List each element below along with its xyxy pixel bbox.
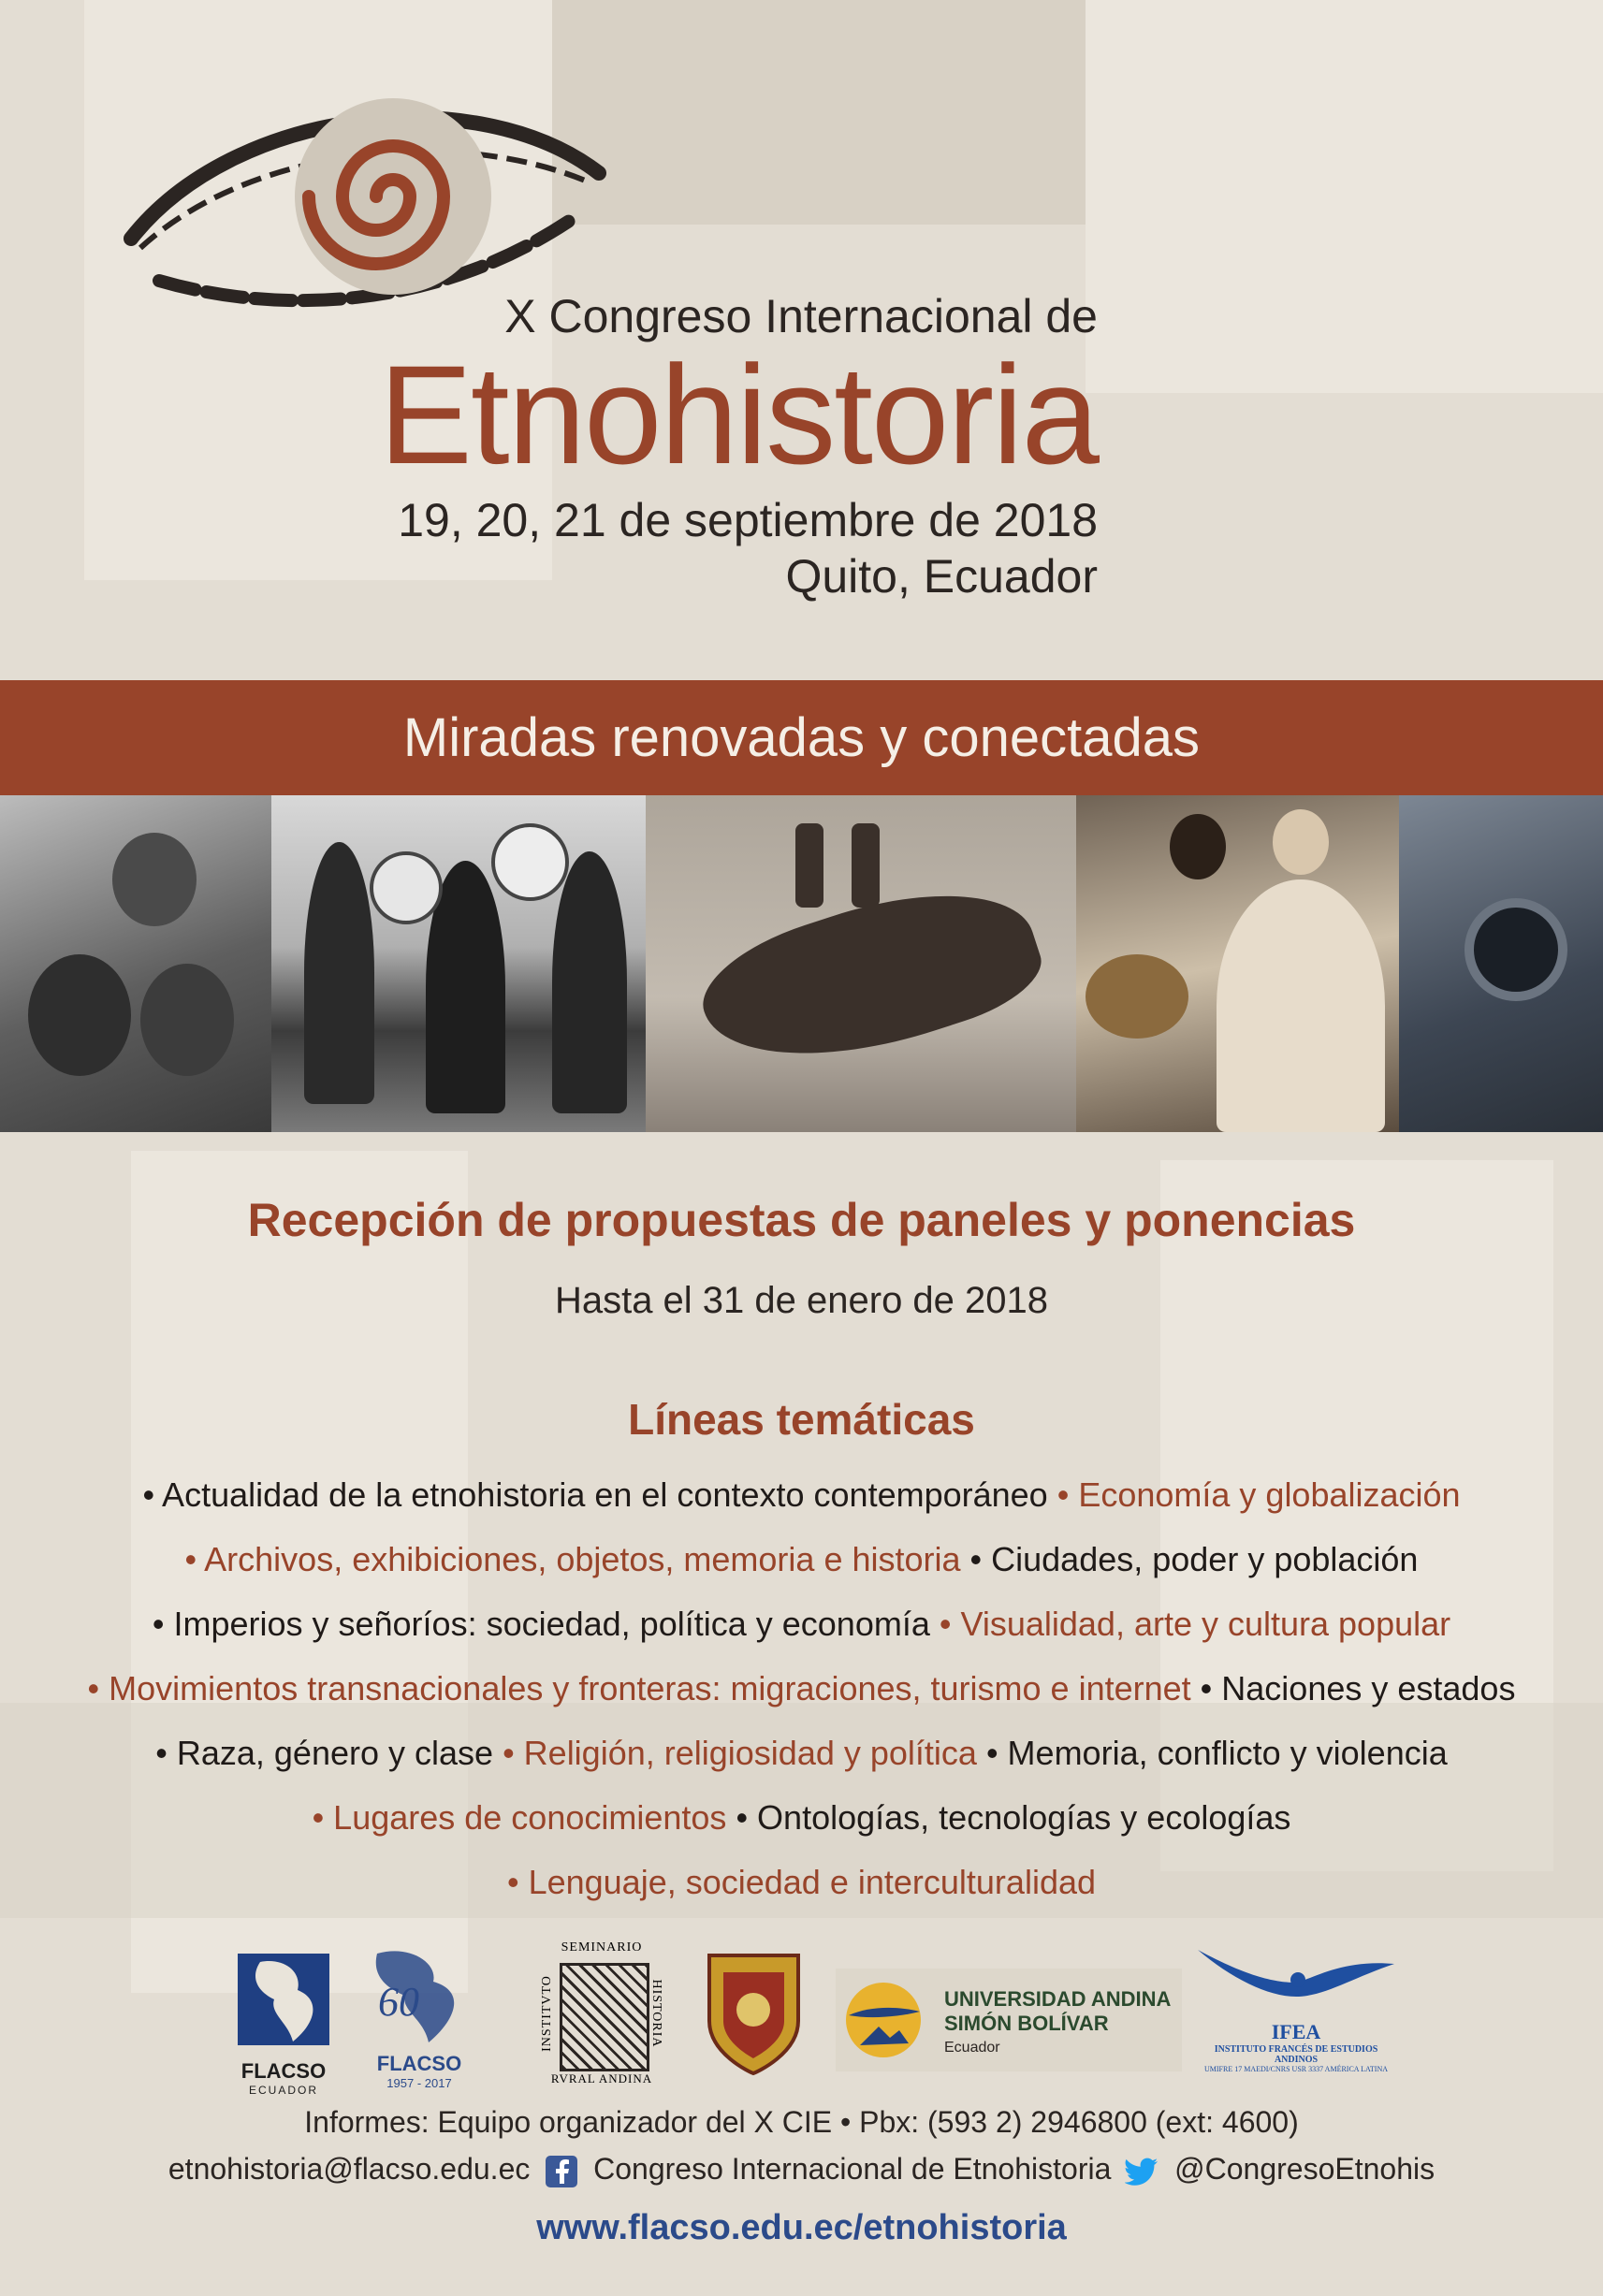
contact-social bbox=[0, 2152, 1603, 2189]
lineas-row bbox=[28, 1785, 1575, 1914]
seminario-left: INSTITVTO bbox=[540, 1975, 554, 2052]
photo-collage bbox=[0, 795, 1603, 1132]
sponsor-logos bbox=[0, 1927, 1603, 2105]
website-link[interactable]: www.flacso.edu.ec/etnohistoria bbox=[536, 2208, 1067, 2247]
contact-twitter[interactable]: @CongresoEtnohis bbox=[1174, 2152, 1435, 2186]
bg-patch bbox=[1086, 0, 1603, 393]
contact-info: Informes: Equipo organizador del X CIE • Pbx: (593 2) 2946800 (ext: 4600) bbox=[304, 2105, 1299, 2139]
linea-item: • Ciudades, poder y población bbox=[969, 1540, 1419, 1578]
linea-item: • Memoria, conflicto y violencia bbox=[985, 1734, 1448, 1772]
linea-item: • Imperios y señoríos: sociedad, política y economía bbox=[152, 1605, 930, 1643]
linea-item: • Naciones y estados bbox=[1200, 1669, 1516, 1707]
flacso-map-icon bbox=[232, 1948, 335, 2051]
photo-family-portrait bbox=[0, 795, 271, 1132]
slogan-text: Miradas renovadas y conectadas bbox=[402, 707, 1201, 768]
page-title: Etnohistoria bbox=[378, 336, 1098, 493]
title-block bbox=[379, 288, 1098, 604]
lineas-title: Líneas temáticas bbox=[628, 1395, 975, 1444]
uasb-line1: UNIVERSIDAD ANDINA bbox=[944, 1987, 1172, 2011]
flacso-60-name: FLACSO bbox=[376, 2052, 462, 2075]
flacso-60-logo bbox=[363, 1944, 475, 2103]
pre-title: X Congreso Internacional de bbox=[504, 290, 1098, 342]
lineas-row bbox=[28, 1721, 1575, 1785]
linea-item: • Archivos, exhibiciones, objetos, memoria e historia bbox=[184, 1540, 961, 1578]
lineas-row bbox=[28, 1462, 1575, 1527]
twitter-icon[interactable] bbox=[1125, 2154, 1160, 2189]
uasb-line3: Ecuador bbox=[944, 2040, 1000, 2056]
photo-colonial-painting bbox=[1076, 795, 1399, 1132]
linea-item: • Visualidad, arte y cultura popular bbox=[939, 1605, 1451, 1643]
lineas-row bbox=[28, 1656, 1575, 1721]
flacso-logo bbox=[232, 1948, 335, 2098]
ifea-sub: INSTITUTO FRANCÉS DE ESTUDIOS ANDINOS bbox=[1214, 2044, 1378, 2065]
lineas-list bbox=[28, 1462, 1575, 1914]
call-title: Recepción de propuestas de paneles y ponencias bbox=[247, 1194, 1356, 1246]
ifea-sub2: UMIFRE 17 MAEDI/CNRS USR 3337 AMÉRICA LATINA bbox=[1203, 2065, 1389, 2073]
event-place: Quito, Ecuador bbox=[785, 550, 1098, 603]
ifea-name: IFEA bbox=[1271, 2020, 1321, 2043]
linea-item: • Actualidad de la etnohistoria en el contexto contemporáneo bbox=[142, 1475, 1048, 1514]
university-shield-icon bbox=[700, 1946, 808, 2077]
linea-item: • Religión, religiosidad y política bbox=[503, 1734, 977, 1772]
ifea-logo bbox=[1193, 1940, 1399, 2100]
uasb-condor-icon bbox=[841, 1978, 925, 2062]
linea-item: • Lenguaje, sociedad e interculturalidad bbox=[506, 1863, 1097, 1901]
seminario-logo bbox=[541, 1940, 663, 2090]
photo-ceramic-vessel bbox=[646, 795, 1076, 1132]
call-deadline: Hasta el 31 de enero de 2018 bbox=[554, 1280, 1049, 1321]
photo-stone-carving bbox=[1399, 795, 1603, 1132]
uasb-logo bbox=[836, 1969, 1182, 2071]
seminario-bottom: RVRAL ANDINA bbox=[550, 2071, 653, 2085]
flacso-60-years: 1957 - 2017 bbox=[386, 2076, 452, 2090]
bg-patch bbox=[552, 0, 1086, 225]
flacso-60-number: 60 bbox=[378, 1979, 419, 2025]
flacso-name: FLACSO bbox=[240, 2059, 327, 2083]
linea-item: • Lugares de conocimientos bbox=[312, 1798, 727, 1837]
facebook-icon[interactable] bbox=[544, 2154, 579, 2189]
photo-drummers bbox=[271, 795, 646, 1132]
flacso-sub: ECUADOR bbox=[248, 2084, 318, 2097]
seminario-right: HISTORIA bbox=[649, 1979, 663, 2048]
uasb-line2: SIMÓN BOLÍVAR bbox=[944, 2012, 1109, 2035]
contact-email[interactable]: etnohistoria@flacso.edu.ec bbox=[168, 2152, 531, 2186]
lineas-row bbox=[28, 1591, 1575, 1656]
event-dates: 19, 20, 21 de septiembre de 2018 bbox=[398, 494, 1098, 546]
linea-item: • Movimientos transnacionales y fronteras: migraciones, turismo e internet bbox=[87, 1669, 1191, 1707]
linea-item: • Ontologías, tecnologías y ecologías bbox=[736, 1798, 1291, 1837]
linea-item: • Raza, género y clase bbox=[155, 1734, 494, 1772]
slogan-banner bbox=[0, 680, 1603, 795]
contact-facebook[interactable]: Congreso Internacional de Etnohistoria bbox=[593, 2152, 1112, 2186]
linea-item: • Economía y globalización bbox=[1057, 1475, 1461, 1514]
ifea-condor-icon bbox=[1193, 1940, 1399, 2015]
seminario-top: SEMINARIO bbox=[561, 1940, 643, 1955]
lineas-row bbox=[28, 1527, 1575, 1591]
